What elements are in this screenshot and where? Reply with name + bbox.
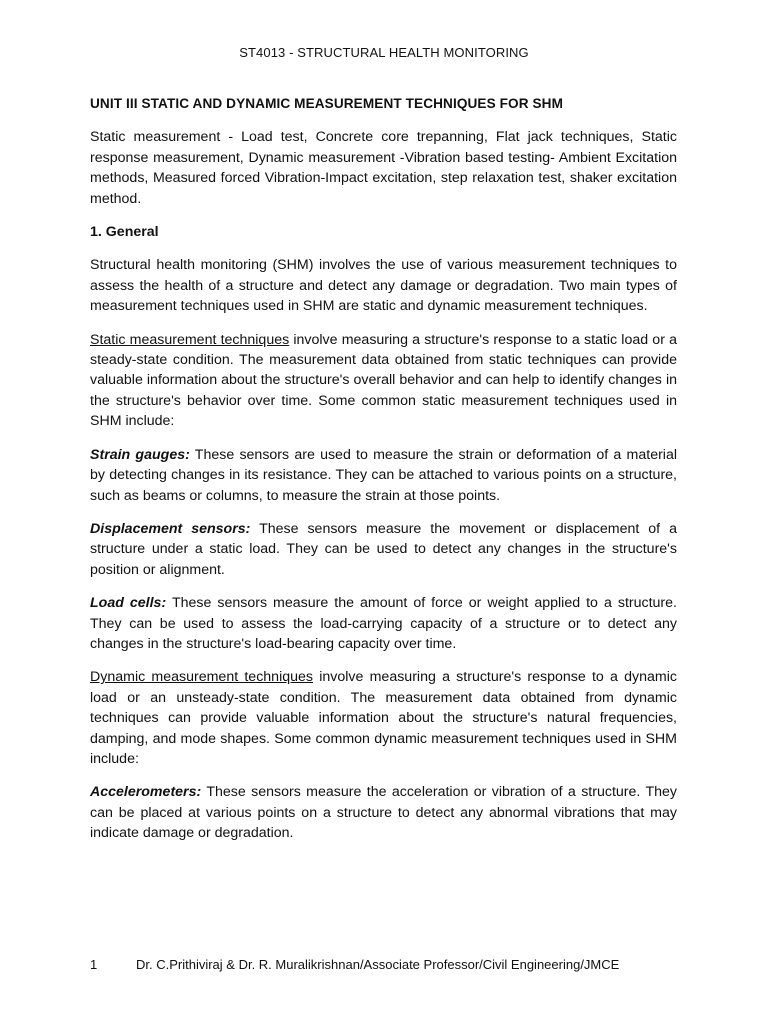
static-paragraph xyxy=(90,330,677,432)
load-cells-text: These sensors measure the amount of force or weight applied to a structure. They can be used to assess the load-carrying capacity of a structure or to detect any changes in the structure's load-bearing capacity over time. xyxy=(90,595,677,652)
syllabus-paragraph: Static measurement - Load test, Concrete core trepanning, Flat jack techniques, Static response measurement, Dynamic measurement -Vibration based testing- Ambient Excitation methods, Measured forced Vibration-Impact excitation, step relaxation test, shaker excitation method. xyxy=(90,129,677,207)
accelerometers-text: These sensors measure the acceleration or vibration of a structure. They can be placed at various points on a structure to detect any abnormal vibrations that may indicate damage or degradation. xyxy=(90,784,677,842)
strain-gauges-text: These sensors are used to measure the strain or deformation of a material by detecting changes in its resistance. They can be attached to various points on a structure, such as beams or columns, to measure the strain at those points. xyxy=(90,446,677,504)
load-cells-term: Load cells: xyxy=(90,595,167,612)
accelerometers-paragraph xyxy=(90,782,677,843)
page-content xyxy=(90,94,677,857)
static-text: involve measuring a structure's response to a static load or a steady-state condition. The measurement data obtained from static techniques can provide valuable information about the structure's overall behavior and can help to identify changes in the structure's behavior over time. Some common static measurement techniques used in SHM include: xyxy=(90,331,677,430)
displacement-sensors-term: Displacement sensors: xyxy=(90,520,251,537)
dynamic-paragraph xyxy=(90,667,677,769)
footer-credit: Dr. C.Prithiviraj & Dr. R. Muralikrishnan/Associate Professor/Civil Engineering/JMCE xyxy=(136,957,620,972)
unit-title: UNIT III STATIC AND DYNAMIC MEASUREMENT TECHNIQUES FOR SHM xyxy=(90,96,564,111)
load-cells-paragraph xyxy=(90,593,677,654)
page-header: ST4013 - STRUCTURAL HEALTH MONITORING xyxy=(239,45,529,60)
dynamic-text: involve measuring a structure's response to a dynamic load or an unsteady-state condition. The measurement data obtained from dynamic techniques can provide valuable information about the structure's natural frequencies, damping, and mode shapes. Some common dynamic measurement techniques used in SHM include: xyxy=(90,669,677,767)
displacement-sensors-paragraph xyxy=(90,519,677,580)
dynamic-term: Dynamic measurement techniques xyxy=(90,669,313,686)
displacement-sensors-text: These sensors measure the movement or displacement of a structure under a static load. They can be used to detect any changes in the structure's position or alignment. xyxy=(90,520,677,578)
section-heading: 1. General xyxy=(90,224,159,241)
accelerometers-term: Accelerometers: xyxy=(90,784,202,801)
page-number: 1 xyxy=(90,957,98,972)
static-term: Static measurement techniques xyxy=(90,331,290,348)
strain-gauges-paragraph xyxy=(90,445,677,506)
strain-gauges-term: Strain gauges: xyxy=(90,446,190,463)
intro-paragraph: Structural health monitoring (SHM) involves the use of various measurement techniques to assess the health of a structure and detect any damage or degradation. Two main types of measurement techniques used in SHM are static and dynamic measurement techniques. xyxy=(90,257,677,315)
